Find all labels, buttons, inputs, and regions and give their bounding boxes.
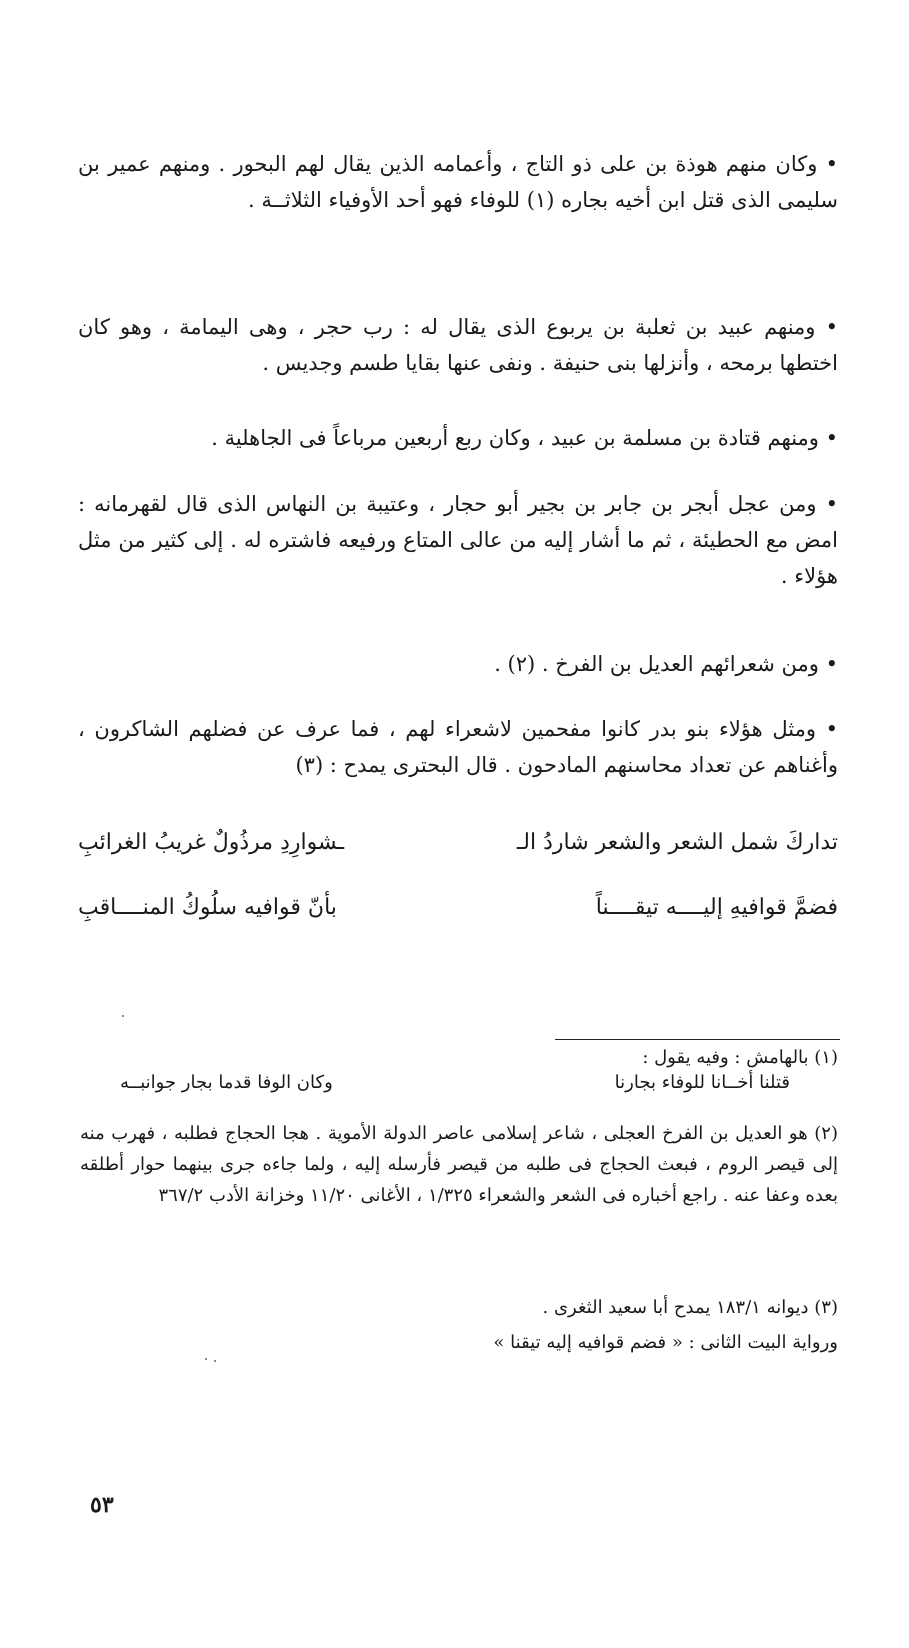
verse-first-hemistich: فضمَّ قوافيهِ إليــــه تيقــــناً — [595, 895, 838, 920]
verse-line — [78, 830, 838, 870]
footnote-verse-first: قتلنا أخــانا للوفاء بجارنا — [614, 1072, 790, 1093]
footnote-3-line2: ورواية البيت الثانى : « فضم قوافيه إليه تيقنا » — [493, 1332, 838, 1353]
verse-second-hemistich: بأنّ قوافيه سلُوكُ المنــــاقبِ — [78, 895, 337, 920]
footnote-1: (١) بالهامش : وفيه يقول : — [642, 1047, 838, 1068]
paragraph-banu-badr: • ومثل هؤلاء بنو بدر كانوا مفحمين لاشعراء لهم ، فما عرف عن فضلهم الشاكرون ، وأغناهم عن تعداد محاسنهم المادحون . قال البحترى يمدح : (٣) — [78, 717, 838, 777]
verse-second-hemistich: ـشوارِدِ مرذُولٌ غريبُ الغرائبِ — [78, 830, 345, 855]
verse-first-hemistich: تداركَ شمل الشعر والشعر شاردُ الـ — [516, 830, 838, 855]
paragraph-hawdha: • وكان منهم هوذة بن على ذو التاج ، وأعمامه الذين يقال لهم البحور . ومنهم عمير بن سليمى الذى قتل ابن أخيه بجاره (١) للوفاء فهو أحد الأوفياء الثلاثــة . — [78, 152, 838, 212]
paragraph-qatada: • ومنهم قتادة بن مسلمة بن عبيد ، وكان ربع أربعين مرباعاً فى الجاهلية . — [211, 426, 838, 450]
page-number: ٥٣ — [90, 1492, 114, 1518]
verse-line — [78, 895, 838, 935]
print-speck — [122, 1015, 124, 1017]
print-speck — [205, 1358, 207, 1360]
paragraph-ubaid: • ومنهم عبيد بن ثعلبة بن يربوع الذى يقال له : رب حجر ، وهى اليمامة ، وهو كان اختطها برمحه ، وأنزلها بنى حنيفة . ونفى عنها بقايا طسم وجديس . — [78, 315, 838, 375]
paragraph-ijl: • ومن عجل أبجر بن جابر بن بجير أبو حجار ، وعتيبة بن النهاس الذى قال لقهرمانه : امض مع الحطيئة ، ثم ما أشار إليه من عالى المتاع ورفيعه فاشتره له . إلى كثير من مثل هؤلاء . — [78, 492, 838, 588]
footnote-3-line1: (٣) ديوانه ١٨٣/١ يمدح أبا سعيد الثغرى . — [542, 1297, 838, 1318]
footnote-separator — [555, 1039, 840, 1040]
paragraph-poets: • ومن شعرائهم العديل بن الفرخ . (٢) . — [494, 652, 838, 676]
print-speck — [214, 1360, 216, 1362]
footnote-2: (٢) هو العديل بن الفرخ العجلى ، شاعر إسلامى عاصر الدولة الأموية . هجا الحجاج فطلبه ، فهرب منه إلى قيصر الروم ، فبعث الحجاج فى طلبه من قيصر فأرسله إليه ، ولما جاءه جرى بينهما حوار أطلقه بعده وعفا عنه . راجع أخباره فى الشعر والشعراء ١/٣٢٥ ، الأغانى ١١/٢٠ وخزانة الأدب ٣٦٧/٢ — [80, 1123, 838, 1206]
footnote-1-verse — [120, 1072, 790, 1102]
footnote-verse-second: وكان الوفا قدما بجار جوانبــه — [120, 1072, 333, 1093]
